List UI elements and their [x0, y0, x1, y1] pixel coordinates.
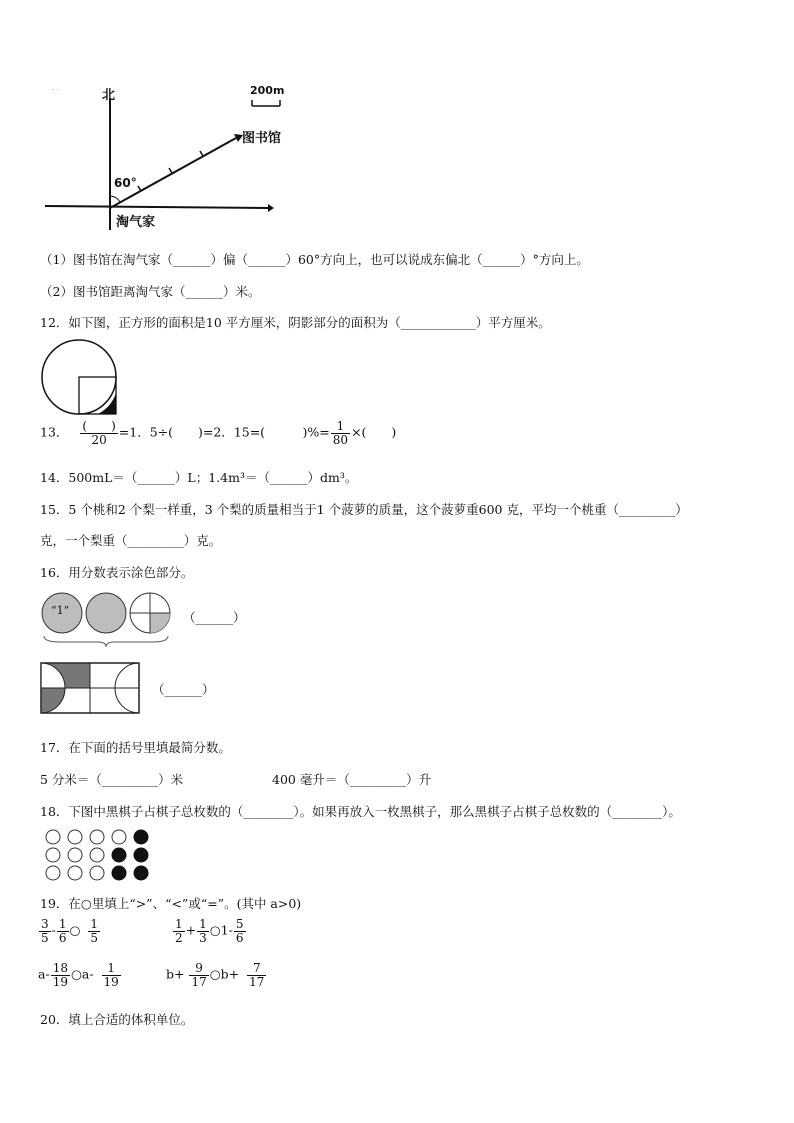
unit-one-label: “1” — [51, 604, 70, 617]
numerator: 1 — [175, 917, 183, 931]
q13-fraction-2 — [331, 420, 350, 446]
q17-right: 400 毫升＝（_________）升 — [272, 772, 432, 787]
operator: + — [185, 922, 197, 938]
numerator: 1 — [58, 917, 67, 931]
q16-blank-1: （______） — [183, 610, 246, 625]
home-label: 淘气家 — [116, 215, 156, 230]
numerator: 1 — [90, 917, 99, 931]
operator: - — [51, 922, 56, 938]
numerator: 7 — [247, 962, 266, 976]
denominator: 19 — [103, 974, 119, 989]
q19-e4-frac-a — [189, 962, 208, 988]
q19-e2-frac-b — [197, 918, 209, 944]
q19-expression-3 — [38, 962, 122, 988]
numerator: 1 — [102, 962, 121, 976]
q13-number: 13． — [40, 424, 69, 440]
compare-circle-and-term[interactable]: ○a- — [70, 966, 94, 982]
numerator: 3 — [41, 917, 49, 931]
q11-part1: （1）图书馆在淘气家（______）偏（______）60°方向上，也可以说成东偏北（______）°方向上。 — [40, 252, 589, 267]
q19-e2-frac-c — [234, 918, 246, 944]
q15-line1: 15．5 个桃和2 个梨一样重，3 个梨的质量相当于1 个菠萝的质量，这个菠萝重600 克，平均一个桃重（_________） — [40, 502, 688, 517]
numerator: 9 — [189, 962, 208, 976]
q19-e3-frac-a — [51, 962, 70, 988]
denominator: 19 — [52, 974, 68, 989]
q19-e1-frac-c — [88, 918, 100, 944]
scale-label: 200m — [250, 84, 285, 97]
q13-fraction-1-numerator: ( ) — [82, 419, 116, 433]
circle-square-figure — [40, 340, 120, 420]
q11-part2: （2）图书馆距离淘气家（______）米。 — [40, 284, 261, 299]
q13-fraction-1-denominator: 20 — [91, 432, 107, 447]
q16-question: 16．用分数表示涂色部分。 — [40, 565, 194, 580]
numerator: 1 — [199, 917, 207, 931]
q13-fraction-2-denominator: 80 — [332, 432, 349, 447]
q17-question: 17．在下面的括号里填最简分数。 — [40, 740, 231, 755]
q18-question: 18．下图中黑棋子占棋子总枚数的（________）。如果再放入一枚黑棋子，那么黑棋子占棋子总枚数的（________）。 — [40, 804, 681, 819]
denominator: 17 — [191, 974, 207, 989]
rectangle-semicircles-figure — [40, 662, 140, 714]
svg-text:- -: - - — [52, 86, 59, 94]
prefix: a- — [38, 966, 50, 982]
q14-question: 14．500mL＝（______）L；1.4m³＝（______）dm³。 — [40, 470, 358, 485]
q16-blank-2: （______） — [152, 682, 215, 697]
q17-left: 5 分米＝（_________）米 — [40, 772, 184, 787]
q13-equation — [40, 420, 396, 446]
q13-tail: ×( ) — [351, 424, 397, 440]
direction-map — [40, 80, 310, 230]
chess-pieces-figure — [40, 828, 160, 884]
library-label: 图书馆 — [242, 131, 282, 146]
compare-circle-and-term[interactable]: ○1- — [209, 922, 233, 938]
q19-e1-frac-a — [39, 918, 51, 944]
numerator: 5 — [235, 917, 244, 931]
q19-e1-frac-b — [57, 918, 69, 944]
three-circles-figure — [40, 592, 175, 648]
q19-e3-frac-b — [102, 962, 121, 988]
denominator: 6 — [235, 930, 244, 945]
q19-expression-2 — [172, 918, 247, 944]
q15-line2: 克，一个梨重（_________）克。 — [40, 533, 222, 548]
numerator: 18 — [52, 961, 68, 975]
denominator: 5 — [41, 930, 49, 945]
q12-question: 12．如下图，正方形的面积是10 平方厘米，阴影部分的面积为（____________）平方厘米。 — [40, 315, 551, 330]
q20-question: 20．填上合适的体积单位。 — [40, 1012, 194, 1027]
north-label: 北 — [102, 88, 116, 103]
q19-expression-4 — [166, 962, 267, 988]
denominator: 2 — [175, 930, 183, 945]
q19-e2-frac-a — [173, 918, 185, 944]
denominator: 6 — [58, 930, 67, 945]
denominator: 17 — [249, 974, 265, 989]
q13-fraction-1 — [80, 420, 117, 446]
prefix: b+ — [166, 966, 185, 982]
denominator: 3 — [199, 930, 207, 945]
q19-expression-1 — [38, 918, 101, 944]
q13-middle: =1．5÷( )=2．15=( )%= — [118, 424, 330, 440]
q19-e4-frac-b — [247, 962, 266, 988]
angle-label: 60° — [114, 176, 137, 190]
compare-circle-and-term[interactable]: ○b+ — [209, 966, 240, 982]
compare-circle[interactable]: ○ — [69, 922, 81, 938]
q19-question: 19．在○里填上“>”、“<”或“=”。(其中 a>0) — [40, 896, 302, 911]
q13-fraction-2-numerator: 1 — [331, 420, 350, 434]
denominator: 5 — [90, 930, 99, 945]
